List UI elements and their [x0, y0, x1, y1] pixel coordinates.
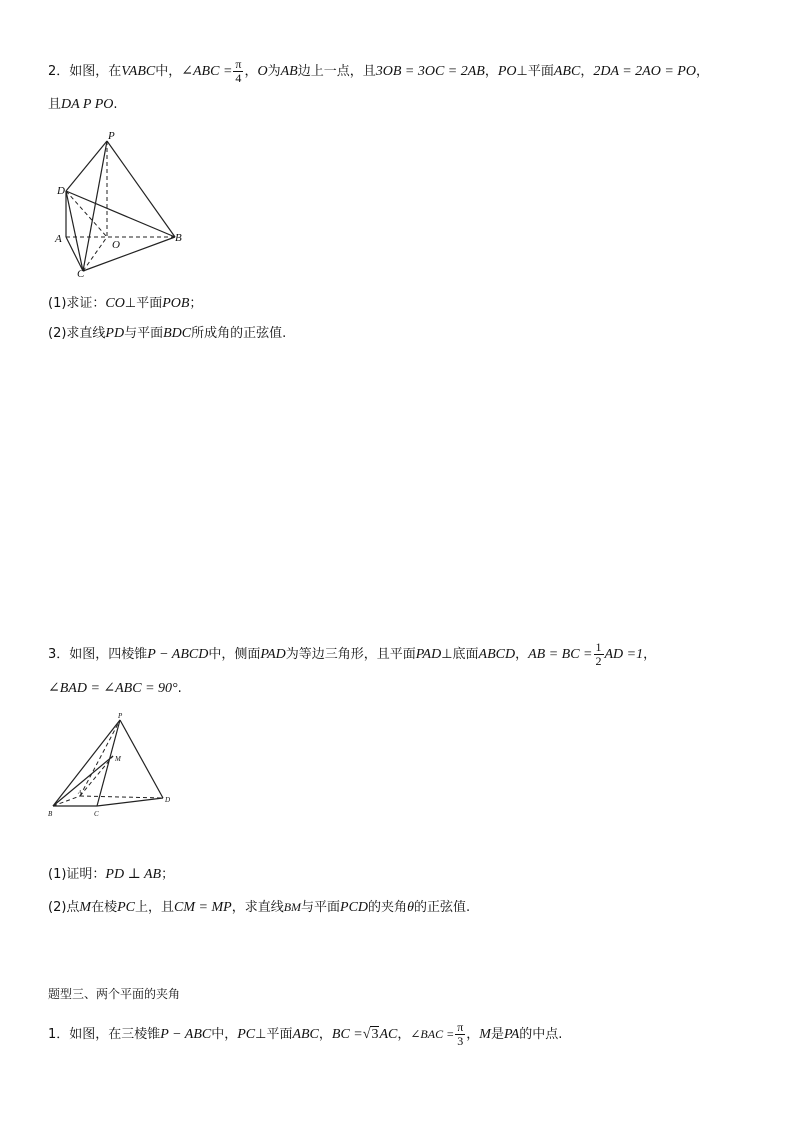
fraction-pi-over-4: $\frac{\pi}{4}$ [235, 57, 242, 85]
label-o: O [112, 239, 120, 251]
label-m: M [115, 755, 121, 763]
section3-problem1-statement: 1．如图，在三棱锥P − ABC中，PC⊥平面ABC，BC =√3AC，∠BAC = $\frac{\pi}{3}$ ，M是PA的中点. [48, 1020, 563, 1048]
label-c: C [94, 810, 99, 818]
problem2-statement-line1: 2．如图，在VABC中，∠ABC = $\frac{\pi}{4}$ ，O为AB边上一点，且3OB = 3OC = 2AB，PO⊥平面ABC，2DA = 2AO = PO， [48, 57, 709, 85]
problem3-statement-line2: ∠BAD = ∠ABC = 90°. [48, 681, 182, 696]
equation-ob-oc-ab: 3OB = 3OC = 2AB [375, 64, 485, 79]
problem3-question1: (1)证明：PD ⊥ AB； [48, 867, 175, 882]
fraction-one-half: $\frac{1}{2}$ [595, 640, 602, 668]
label-a: A [78, 790, 82, 796]
problem2-statement-line2: 且DA P PO. [48, 97, 118, 112]
label-d: D [57, 185, 65, 197]
triangle-abc: VABC [121, 64, 156, 79]
sqrt-3: √3 [362, 1027, 379, 1042]
section3-title: 题型三、两个平面的夹角 [48, 987, 181, 1001]
problem2-figure [50, 128, 200, 278]
label-b: B [48, 810, 53, 818]
label-d: D [165, 796, 171, 804]
label-p: P [118, 712, 123, 720]
label-p: P [108, 130, 115, 142]
label-a: A [55, 233, 62, 245]
label-b: B [175, 232, 182, 244]
relation-da-parallel-po: DA P PO [61, 97, 114, 112]
problem3-figure [45, 710, 180, 822]
label-c: C [77, 268, 85, 278]
angle-abc: ∠ABC = [181, 64, 233, 79]
equation-angles-90: ∠BAD = ∠ABC = 90° [48, 681, 178, 696]
fraction-pi-over-3: $\frac{\pi}{3}$ [457, 1020, 464, 1048]
problem3-question2: (2)点M在棱PC上，且CM = MP，求直线BM与平面PCD的夹角θ的正弦值. [48, 900, 471, 915]
problem2-question1: (1)求证：CO⊥平面POB； [48, 296, 203, 311]
problem3-statement-line1: 3．如图，四棱锥P − ABCD中，侧面PAD为等边三角形，且平面PAD⊥底面ABCD，AB = BC = $\frac{1}{2}$ AD =1， [48, 640, 657, 668]
problem2-question2: (2)求直线PD与平面BDC所成角的正弦值. [48, 326, 287, 341]
equation-da-ao-po: 2DA = 2AO = PO [593, 64, 696, 79]
